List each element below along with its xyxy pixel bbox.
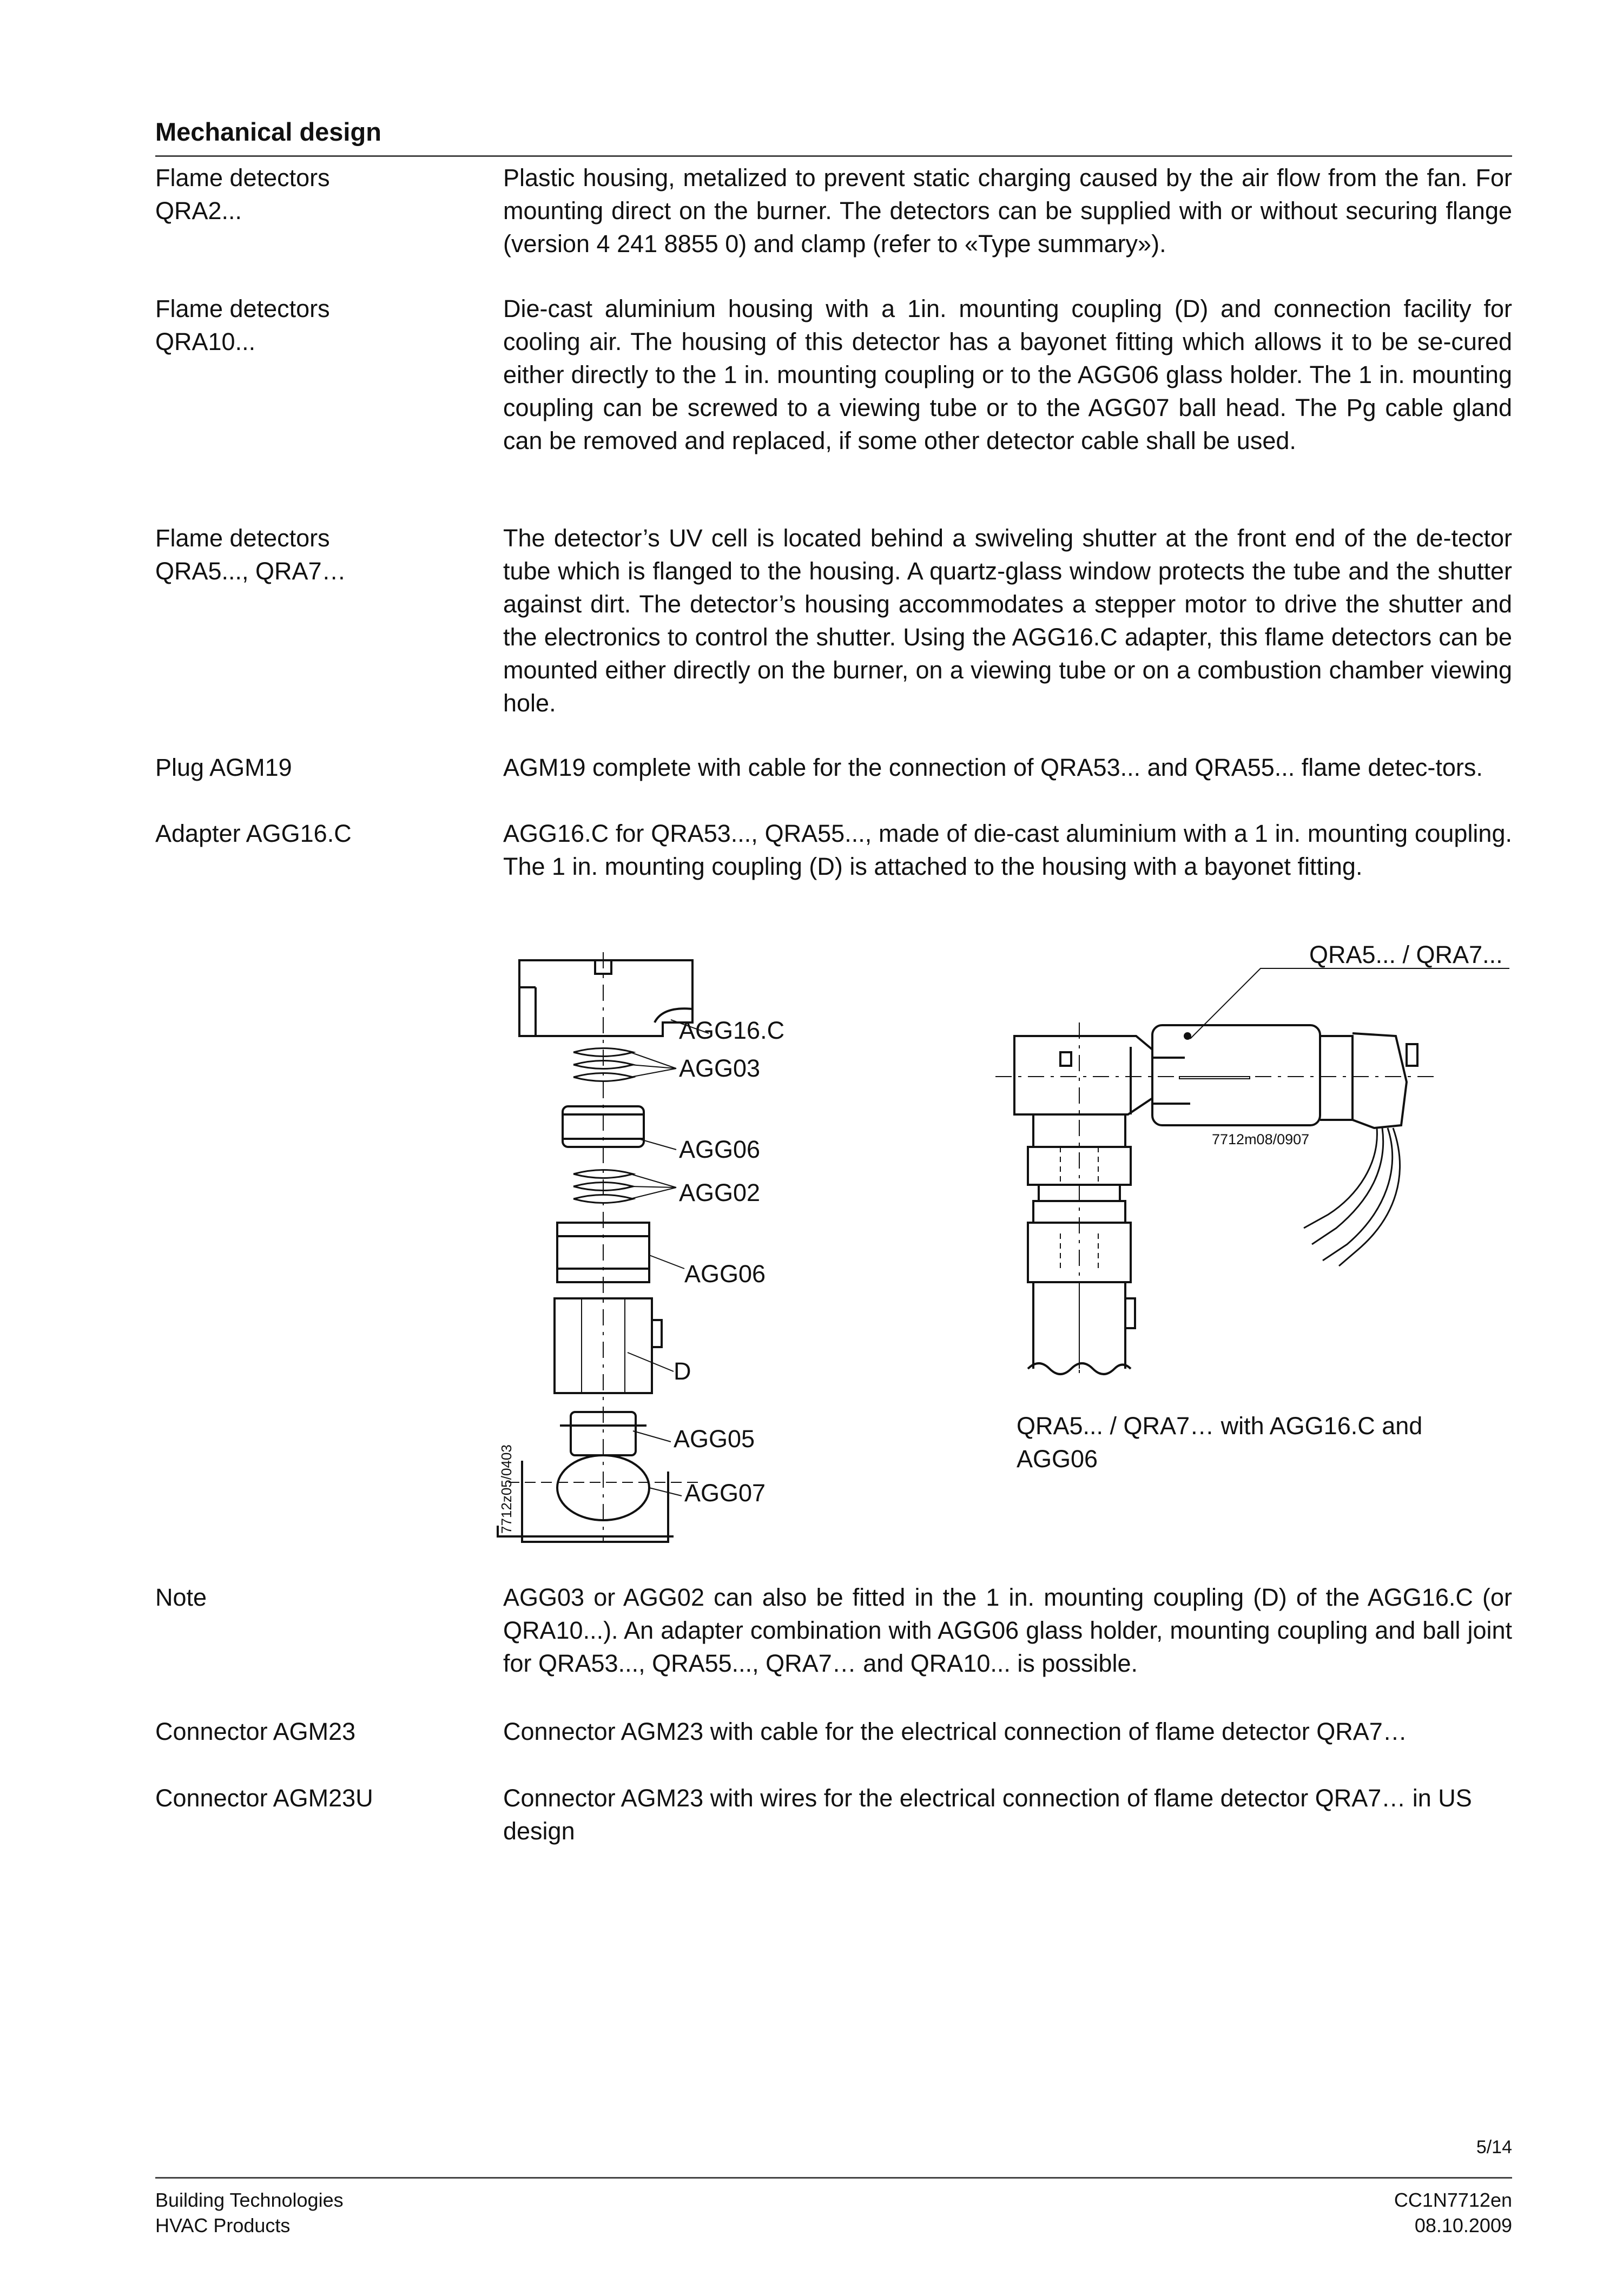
row-text: Die-cast aluminium housing with a 1in. mounting coupling (D) and connection facility for cooling air. The housing of this detector has a bayonet fitting which allows it to be se-cured either directly to the 1 in. mounting coupling or to the AGG06 glass holder. The 1 in. mounting coupling can be screwed to a viewing tube or to the AGG07 ball head. The Pg cable gland can be removed and replaced, if some other detector cable shall be used. — [503, 295, 1512, 454]
label-agg02: AGG02 — [679, 1179, 761, 1206]
footer-company: Building Technologies — [155, 2189, 344, 2211]
exploded-assembly-drawing — [498, 952, 709, 1542]
row-text: Connector AGM23 with cable for the electrical connection of flame detector QRA7… — [503, 1718, 1407, 1745]
label-agg16c: AGG16.C — [679, 1017, 785, 1044]
row-text: Plastic housing, metalized to prevent static charging caused by the air flow from the fan. For mounting direct on the burner. The detectors can be supplied with or without securing flange (version 4 241 8855 0) and clamp (refer to «Type summary»). — [503, 164, 1512, 258]
drawing-code-left: 7712z05/0403 — [498, 1444, 514, 1534]
drawing-code-right: 7712m08/0907 — [1212, 1131, 1310, 1147]
label-agg05: AGG05 — [674, 1425, 755, 1453]
row-text: AGM19 complete with cable for the connection of QRA53... and QRA55... flame detec-tors. — [503, 754, 1483, 781]
row-label: Flame detectors QRA5..., QRA7… — [155, 524, 346, 585]
label-qra5-qra7: QRA5... / QRA7... — [1309, 941, 1503, 968]
row-label: Adapter AGG16.C — [155, 820, 352, 847]
footer-rule — [155, 2177, 1512, 2179]
assembled-detector-drawing — [995, 968, 1509, 1374]
footer-date: 08.10.2009 — [1414, 2214, 1512, 2236]
row-label: Flame detectors QRA10... — [155, 295, 330, 355]
right-callout-labels — [1212, 941, 1503, 1147]
label-agg06-upper: AGG06 — [679, 1136, 761, 1163]
footer-right — [1394, 2187, 1512, 2238]
footer-left — [155, 2187, 344, 2238]
left-callout-labels — [498, 1017, 784, 1534]
row-label: Flame detectors QRA2... — [155, 164, 330, 225]
footer-division: HVAC Products — [155, 2214, 291, 2236]
section-title: Mechanical design — [155, 117, 381, 146]
row-text: AGG16.C for QRA53..., QRA55..., made of die-cast aluminium with a 1 in. mounting coupling. The 1 in. mounting coupling (D) is attached to the housing with a bayonet fitting. — [503, 820, 1512, 880]
row-text: AGG03 or AGG02 can also be fitted in the 1 in. mounting coupling (D) of the AGG16.C (or QRA10...). An adapter combination with AGG06 glass holder, mounting coupling and ball joint for QRA53..., QRA55..., QRA7… and QRA10... is possible. — [503, 1584, 1512, 1677]
label-agg07: AGG07 — [684, 1479, 766, 1507]
label-agg03: AGG03 — [679, 1054, 761, 1082]
row-label: Connector AGM23 — [155, 1718, 356, 1745]
row-label: Plug AGM19 — [155, 754, 292, 781]
row-label: Note — [155, 1584, 207, 1611]
header-rule — [155, 155, 1512, 157]
row-text: Connector AGM23 with wires for the electrical connection of flame detector QRA7… in US design — [503, 1784, 1472, 1845]
row-label: Connector AGM23U — [155, 1784, 373, 1812]
label-agg06-lower: AGG06 — [684, 1260, 766, 1288]
row-text: The detector’s UV cell is located behind a swiveling shutter at the front end of the de-tector tube which is flanged to the housing. A quartz-glass window protects the tube and the shutter against dirt. The detector’s housing accommodates a stepper motor to drive the shutter and the electronics to control the shutter. Using the AGG16.C adapter, this flame detectors can be mounted either directly on the burner, on a viewing tube or on a combustion chamber viewing hole. — [503, 524, 1512, 717]
footer-doc-id: CC1N7712en — [1394, 2189, 1512, 2211]
label-d: D — [674, 1357, 691, 1385]
page-number: 5/14 — [1476, 2137, 1512, 2158]
figure-caption: QRA5... / QRA7… with AGG16.C and AGG06 — [1017, 1412, 1423, 1473]
